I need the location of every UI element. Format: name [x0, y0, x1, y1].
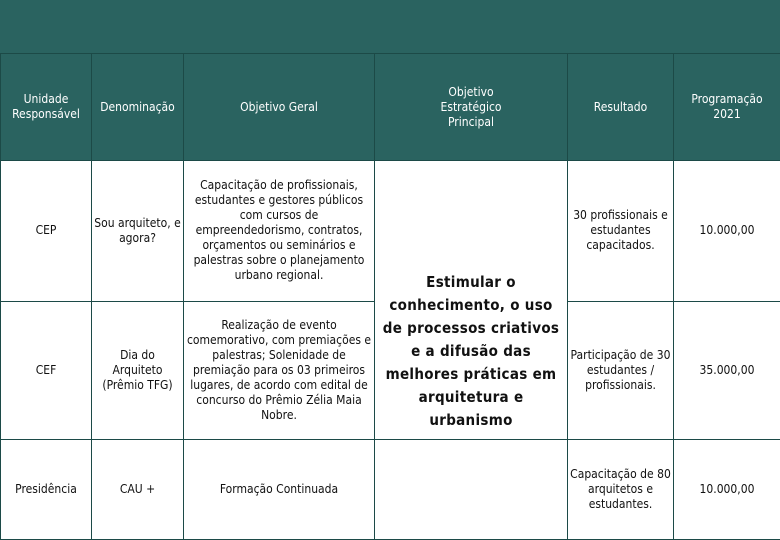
- cell-objetivo-geral: Formação Continuada: [184, 440, 375, 540]
- cell-objetivo-estrategico: Estimular o conhecimento, o uso de processos criativos e a difusão das melhores práticas em arquitetura e urbanismo: [375, 161, 568, 440]
- cell-resultado: Participação de 30 estudantes / profissionais.: [568, 301, 674, 440]
- header-programacao: Programação 2021: [674, 54, 780, 161]
- cell-resultado: 30 profissionais e estudantes capacitados.: [568, 161, 674, 302]
- cell-denominacao: Sou arquiteto, e agora?: [92, 161, 184, 302]
- cell-programacao: 10.000,00: [674, 161, 780, 302]
- table-header-row: [1, 54, 780, 161]
- cell-unidade: CEP: [1, 161, 92, 302]
- table-row: [1, 440, 780, 540]
- table-row: [1, 161, 780, 302]
- header-objetivo-geral: Objetivo Geral: [184, 54, 375, 161]
- cell-programacao: 10.000,00: [674, 440, 780, 540]
- cell-denominacao: CAU +: [92, 440, 184, 540]
- cell-objetivo-geral: Realização de evento comemorativo, com premiações e palestras; Solenidade de premiação para os 03 primeiros lugares, de acordo com edital de concurso do Prêmio Zélia Maia Nobre.: [184, 301, 375, 440]
- header-objetivo-estrategico: Objetivo Estratégico Principal: [375, 54, 568, 161]
- header-unidade: Unidade Responsável: [1, 54, 92, 161]
- header-denominacao: Denominação: [92, 54, 184, 161]
- cell-programacao: 35.000,00: [674, 301, 780, 440]
- cell-objetivo-estrategico-empty: [375, 440, 568, 540]
- programming-table: [0, 53, 780, 540]
- cell-objetivo-geral: Capacitação de profissionais, estudantes e gestores públicos com cursos de empreendedorismo, contratos, orçamentos ou seminários e palestras sobre o planejamento urbano regional.: [184, 161, 375, 302]
- cell-unidade: CEF: [1, 301, 92, 440]
- cell-unidade: Presidência: [1, 440, 92, 540]
- header-resultado: Resultado: [568, 54, 674, 161]
- cell-resultado: Capacitação de 80 arquitetos e estudantes.: [568, 440, 674, 540]
- cell-denominacao: Dia do Arquiteto (Prêmio TFG): [92, 301, 184, 440]
